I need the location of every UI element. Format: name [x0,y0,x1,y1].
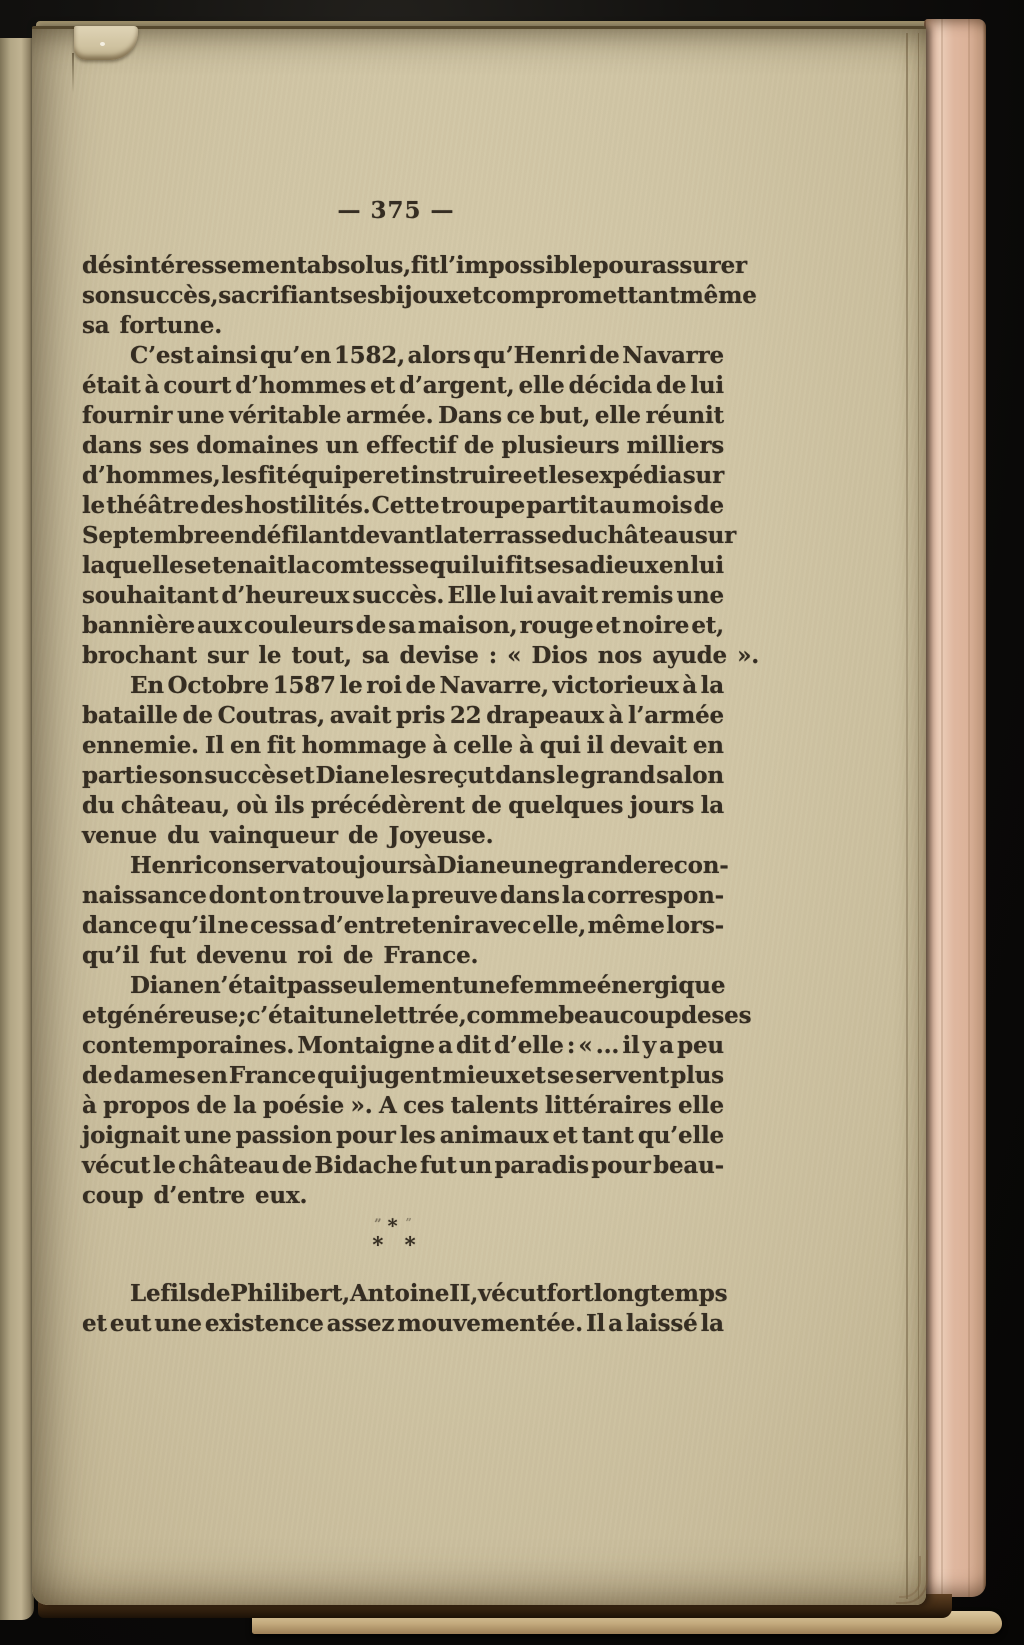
torn-crack [72,53,74,93]
asterism-row-bottom: * * [372,1232,416,1257]
text-line: vécut le château de Bidache fut un paradis pour beau- [82,1152,724,1179]
page-fold-line [906,33,908,1599]
text-line: bataille de Coutras, avait pris 22 drapeaux à l’armée [82,702,724,729]
text-line: était à court d’hommes et d’argent, elle décida de lui [82,372,724,399]
text-line: et eut une existence assez mouvementée. Il a laissé la [82,1310,724,1337]
text-line: brochant sur le tout, sa devise : « Dios nos ayude ». [82,642,760,669]
text-line: de dames en France qui jugent mieux et se servent plus [82,1062,724,1089]
text-line: du château, où ils précédèrent de quelques jours la [82,792,724,819]
text-line: qu’il fut devenu roi de France. [82,942,479,969]
text-line: d’hommes, les fit équiper et instruire et les expédia sur [82,462,724,489]
text-line: venue du vainqueur de Joyeuse. [82,822,494,849]
next-page-edges [924,19,986,1597]
text-line: ennemie. Il en fit hommage à celle à qui il devait en [82,732,724,759]
text-line: laquelle se tenait la comtesse qui lui fit ses adieux en lui [82,552,724,579]
text-line: désintéressement absolus, fit l’impossible pour assurer [82,252,747,279]
text-line: Diane n’était pas seulement une femme énergique [130,972,726,999]
text-line: bannière aux couleurs de sa maison, rouge et noire et, [82,612,724,639]
text-line: naissance dont on trouve la preuve dans la correspon- [82,882,724,909]
text-line: coup d’entre eux. [82,1182,308,1209]
text-line: à propos de la poésie ». A ces talents littéraires elle [82,1092,724,1119]
asterism-row-top: ” * ” [73,1212,715,1234]
text-line: le théâtre des hostilités. Cette troupe partit au mois de [82,492,724,519]
text-line: C’est ainsi qu’en 1582, alors qu’Henri de Navarre [130,342,724,369]
text-line: souhaitant d’heureux succès. Elle lui avait remis une [82,582,724,609]
text-line: Henri conserva toujours à Diane une grande recon- [130,852,729,879]
opposite-page-sliver [0,38,34,1620]
text-line: et généreuse; c’était une lettrée, comme beaucoup de ses [82,1002,752,1029]
text-line: dans ses domaines un effectif de plusieurs milliers [82,432,724,459]
asterism-separator [73,1212,715,1256]
text-line: sa fortune. [82,312,223,339]
text-line: joignait une passion pour les animaux et tant qu’elle [82,1122,724,1149]
text-line: dance qu’il ne cessa d’entretenir avec elle, même lors- [82,912,724,939]
text-line: contemporaines. Montaigne a dit d’elle : « ... il y a peu [82,1032,724,1059]
text-line: son succès, sacrifiant ses bijoux et compromettant même [82,282,757,309]
text-line: Septembre en défilant devant la terrasse du château sur [82,522,737,549]
text-line: Le fils de Philibert, Antoine II, vécut fort longtemps [130,1280,728,1307]
text-line: En Octobre 1587 le roi de Navarre, victorieux à la [130,672,724,699]
text-line: fournir une véritable armée. Dans ce but, elle réunit [82,402,724,429]
text-line: partie son succès et Diane les reçut dans le grand salon [82,762,724,789]
page-number: — 375 — [337,197,455,224]
after-separator-text-block [82,1279,728,1339]
torn-corner [74,26,138,60]
main-text-block [82,251,760,1211]
page-fold-line [918,33,919,1599]
